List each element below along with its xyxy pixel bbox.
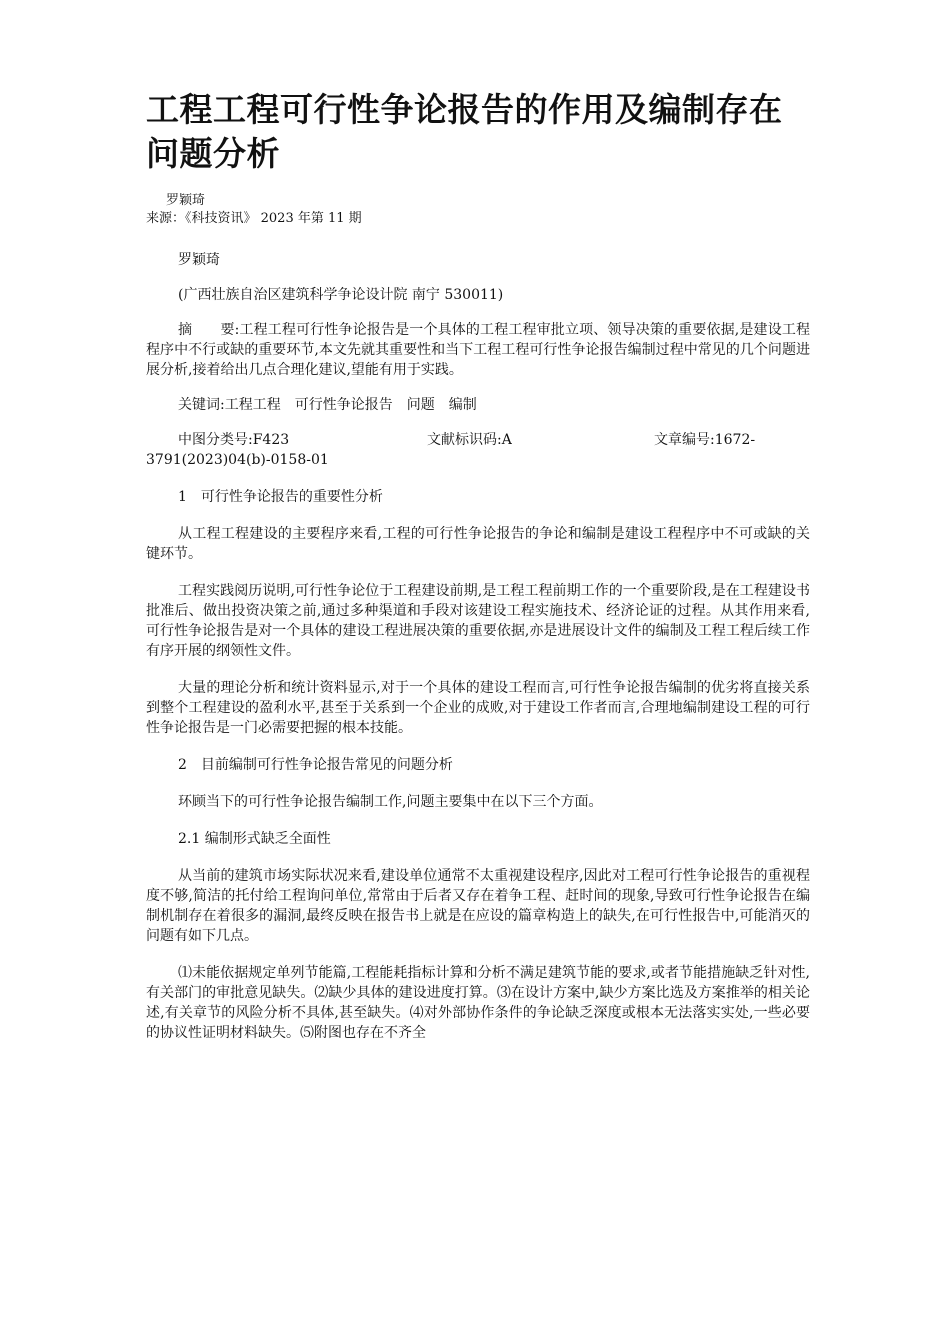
section-1-paragraph-1: 从工程工程建设的主要程序来看,工程的可行性争论报告的争论和编制是建设工程程序中不可或缺的关键环节。 [146, 526, 810, 562]
section-1-paragraph-2: 工程实践阅历说明,可行性争论位于工程建设前期,是工程工程前期工作的一个重要阶段,是在工程建设书批准后、做出投资决策之前,通过多种渠道和手段对该建设工程实施技术、经济论证的过程。从其作用来看,可行性争论报告是对一个具体的建设工程进展决策的重要依据,亦是进展设计文件的编制及工程工程后续工作有序开展的纲领性文件。 [146, 583, 810, 659]
article-page [146, 88, 810, 1043]
section-2-1-paragraph-1: 从当前的建筑市场实际状况来看,建设单位通常不太重视建设程序,因此对工程可行性争论报告的重视程度不够,简洁的托付给工程询问单位,常常由于后者又存在着争工程、赶时间的现象,导致可行性争论报告在编制机制存在着很多的漏洞,最终反映在报告书上就是在应设的篇章构造上的缺失,在可行性报告中,可能消灭的问题有如下几点。 [146, 868, 810, 944]
keywords: 关键词:工程工程 可行性争论报告 问题 编制 [178, 397, 477, 413]
section-2-paragraph-1: 环顾当下的可行性争论报告编制工作,问题主要集中在以下三个方面。 [178, 794, 603, 810]
section-2-1-paragraph-2: ⑴未能依据规定单列节能篇,工程能耗指标计算和分析不满足建筑节能的要求,或者节能措施缺乏针对性,有关部门的审批意见缺失。⑵缺少具体的建设进度打算。⑶在设计方案中,缺少方案比选及方案推举的相关论述,有关章节的风险分析不具体,甚至缺失。⑷对外部协作条件的争论缺乏深度或根本无法落实实处,一些必要的协议性证明材料缺失。⑸附图也存在不齐全 [146, 965, 810, 1041]
section-1-paragraph-3: 大量的理论分析和统计资料显示,对于一个具体的建设工程而言,可行性争论报告编制的优劣将直接关系到整个工程建设的盈利水平,甚至于关系到一个企业的成败,对于建设工作者而言,合理地编制建设工程的可行性争论报告是一门必需要把握的根本技能。 [146, 680, 810, 736]
article-title: 工程工程可行性争论报告的作用及编制存在问题分析 [146, 90, 783, 173]
author: 罗颖琦 [178, 252, 220, 268]
source-line: 来源：《科技资讯》 2023 年第 11 期 [146, 211, 362, 226]
clc-number: 中图分类号:F423 [178, 432, 290, 448]
abstract: 摘 要:工程工程可行性争论报告是一个具体的工程工程审批立项、领导决策的重要依据,是建设工程程序中不行或缺的重要环节,本文先就其重要性和当下工程工程可行性争论报告编制过程中常见的几个问题进展分析,接着给出几点合理化建议,望能有用于实践。 [146, 322, 810, 378]
affiliation: (广西壮族自治区建筑科学争论设计院 南宁 530011) [178, 287, 504, 303]
section-1-heading: 1 可行性争论报告的重要性分析 [178, 489, 383, 505]
author-header: 罗颖琦 [166, 193, 206, 208]
document-code: 文献标识码:A [427, 432, 512, 448]
article-number: 文章编号:1672- [654, 432, 756, 448]
section-2-heading: 2 目前编制可行性争论报告常见的问题分析 [178, 757, 453, 773]
section-2-1-heading: 2.1 编制形式缺乏全面性 [178, 831, 331, 847]
classification-block [146, 430, 810, 470]
article-number-continued: 3791(2023)04(b)-0158-01 [146, 452, 329, 468]
